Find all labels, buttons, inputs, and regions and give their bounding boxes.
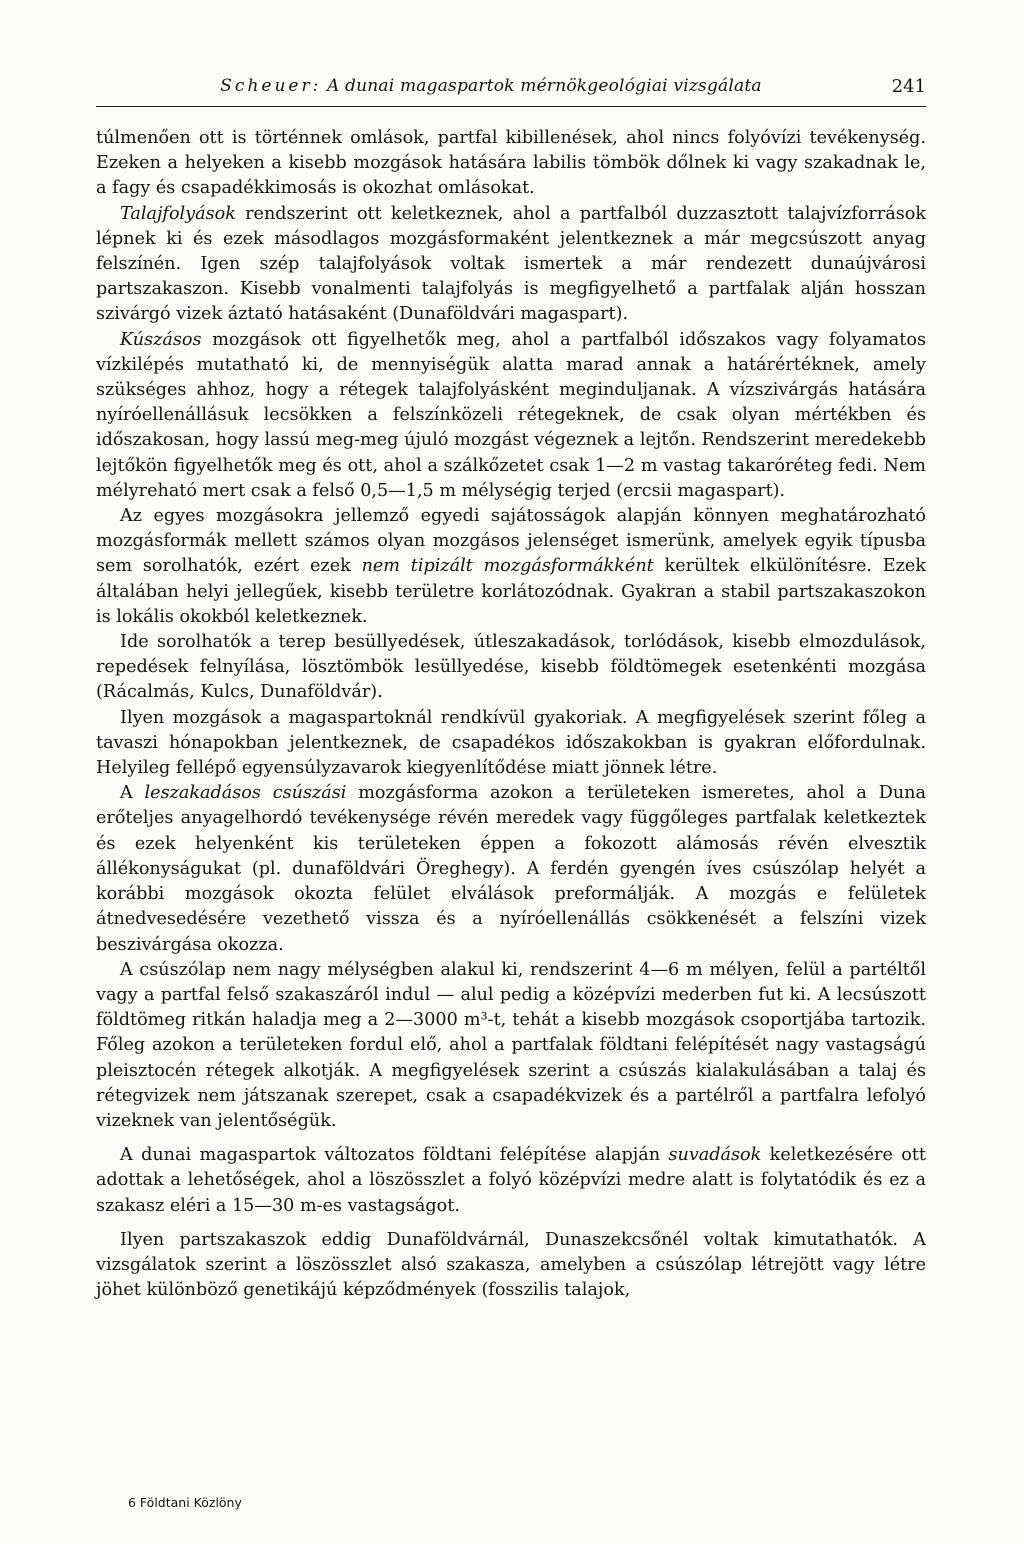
text-run: Ilyen partszakaszok eddig Dunaföldvárnál, Dunaszekcsőnél voltak kimutathatók. A vizsgálatok szerint a löszösszlet alsó szakasza, amelyben a csúszólap létrejött vagy létre jöhet különböző genetikájú képződmények (fosszilis talajok, <box>96 1229 926 1301</box>
text-run: túlmenően ott is történnek omlások, partfal kibillenések, ahol nincs folyóvízi tevékenység. Ezeken a helyeken a kisebb mozgások hatására labilis tömbök dőlnek ki vagy szakadnak le, a fagy és csapadékkimosás is okozhat omlásokat. <box>96 128 926 199</box>
italic-term: leszakadásos csúszási <box>144 783 347 804</box>
text-run: Az egyes mozgásokra jellemző egyedi sajátosságok alapján könnyen meghatározható mozgásformák mellett számos olyan mozgásos jelenséget ismerünk, amelyek egyik típusba sem sorolhatók, ezért ezek <box>96 506 926 577</box>
article-title: A dunai magaspartok mérnökgeológiai vizsgálata <box>326 76 762 96</box>
paragraph <box>96 202 926 328</box>
author-name: Scheuer: <box>220 76 322 96</box>
text-run: keletkezésére ott adottak a lehetőségek, ahol a löszösszlet a folyó középvízi medre alatt is folytatódik és ez a szakasz eléri a 15—30 m-es vastagságot. <box>96 1145 926 1216</box>
running-title <box>96 76 886 96</box>
italic-term: nem tipizált mozgásformákként <box>361 556 654 577</box>
text-run: mozgásforma azokon a területeken ismeretes, ahol a Duna erőteljes anyagelhordó tevékenysége révén meredek vagy függőleges partfalak keletkeztek és ezek helyenként kis területeken éppen a fokozott alámosás révén elvesztik állékonyságukat (pl. dunaföldvári Öreghegy). A ferdén gyengén íves csúszólap helyét a korábbi mozgások okozta felület elválások preformálják. A mozgás e felületek átnedvesedésére vezethető vissza és a nyíróellenállás csökkenését a felszíni vizek beszivárgása okozza. <box>96 783 926 955</box>
italic-term: Talajfolyások <box>120 203 236 224</box>
paragraph <box>96 706 926 782</box>
paragraph <box>96 126 926 202</box>
paragraph <box>96 1143 926 1219</box>
text-run: A dunai magaspartok változatos földtani felépítése alapján <box>120 1145 669 1166</box>
paragraph <box>96 630 926 706</box>
page-number: 241 <box>891 76 926 97</box>
paragraph <box>96 1228 926 1304</box>
body-text <box>96 126 926 1303</box>
paragraph <box>96 328 926 504</box>
text-run: A csúszólap nem nagy mélységben alakul ki, rendszerint 4—6 m mélyen, felül a partéltől vagy a partfal felső szakaszáról indul — alul pedig a középvízi mederben fut ki. A lecsúszott földtömeg ritkán haladja meg a 2—3000 m³-t, tehát a kisebb mozgások csoportjába tartozik. Főleg azokon a területeken fordul elő, ahol a partfalak földtani felépítését nagy vastagságú pleisztocén rétegek alkotják. A megfigyelések szerint a csúszás kialakulásában a talaj és rétegvizek nem játszanak szerepet, csak a csapadékvizek és a partélről a partfalra lefolyó vizeknek van jelentőségük. <box>96 959 926 1131</box>
paragraph <box>96 781 926 957</box>
text-run: Ide sorolhatók a terep besüllyedések, útleszakadások, torlódások, kisebb elmozdulások, repedések felnyílása, lösztömbök lesüllyedése, kisebb földtömegek esetenkénti mozgása (Rácalmás, Kulcs, Dunaföldvár). <box>96 632 926 703</box>
italic-term: suvadások <box>668 1145 762 1166</box>
paragraph <box>96 958 926 1134</box>
text-run: A <box>120 783 145 804</box>
italic-term: Kúszásos <box>120 329 202 350</box>
text-run: rendszerint ott keletkeznek, ahol a partfalból duzzasztott talajvízforrások lépnek ki és ezek másodlagos mozgásformaként jelentkeznek a már megcsúszott anyag felszínén. Igen szép talajfolyások voltak ismertek a már rendezett dunaújvárosi partszakaszon. Kisebb vonalmenti talajfolyás is megfigyelhető a partfalak alján hosszan szivárgó vizek áztató hatásaként (Dunaföldvári magaspart). <box>96 203 926 325</box>
text-run: mozgások ott figyelhetők meg, ahol a partfalból időszakos vagy folyamatos vízkilépés mutatható ki, de mennyiségük alatta marad annak a határértéknek, amely szükséges ahhoz, hogy a rétegek talajfolyásként meginduljanak. A vízszivárgás hatására nyíróellenállásuk lecsökken a felszínközeli rétegeknek, de csak olyan mértékben és időszakosan, hogy lassú meg-meg újuló mozgást végeznek a lejtőn. Rendszerint meredekebb lejtőkön figyelhetők meg és ott, ahol a szálkőzetet csak 1—2 m vastag takaróréteg fedi. Nem mélyreható mert csak a felső 0,5—1,5 m mélységig terjed (ercsii magaspart). <box>96 329 926 501</box>
paragraph <box>96 504 926 630</box>
footer-note: 6 Földtani Közlöny <box>128 1495 242 1510</box>
text-run: Ilyen mozgások a magaspartoknál rendkívül gyakoriak. A megfigyelések szerint főleg a tavaszi hónapokban jelentkeznek, de csapadékos időszakokban is gyakran előfordulnak. Helyileg fellépő egyensúlyzavarok kiegyenlítődése miatt jönnek létre. <box>96 707 926 779</box>
text-run: kerültek elkülönítésre. Ezek általában helyi jellegűek, kisebb területre korlátozódnak. Gyakran a stabil partszakaszokon is lokális okokból keletkeznek. <box>96 556 926 627</box>
running-header <box>96 72 926 107</box>
